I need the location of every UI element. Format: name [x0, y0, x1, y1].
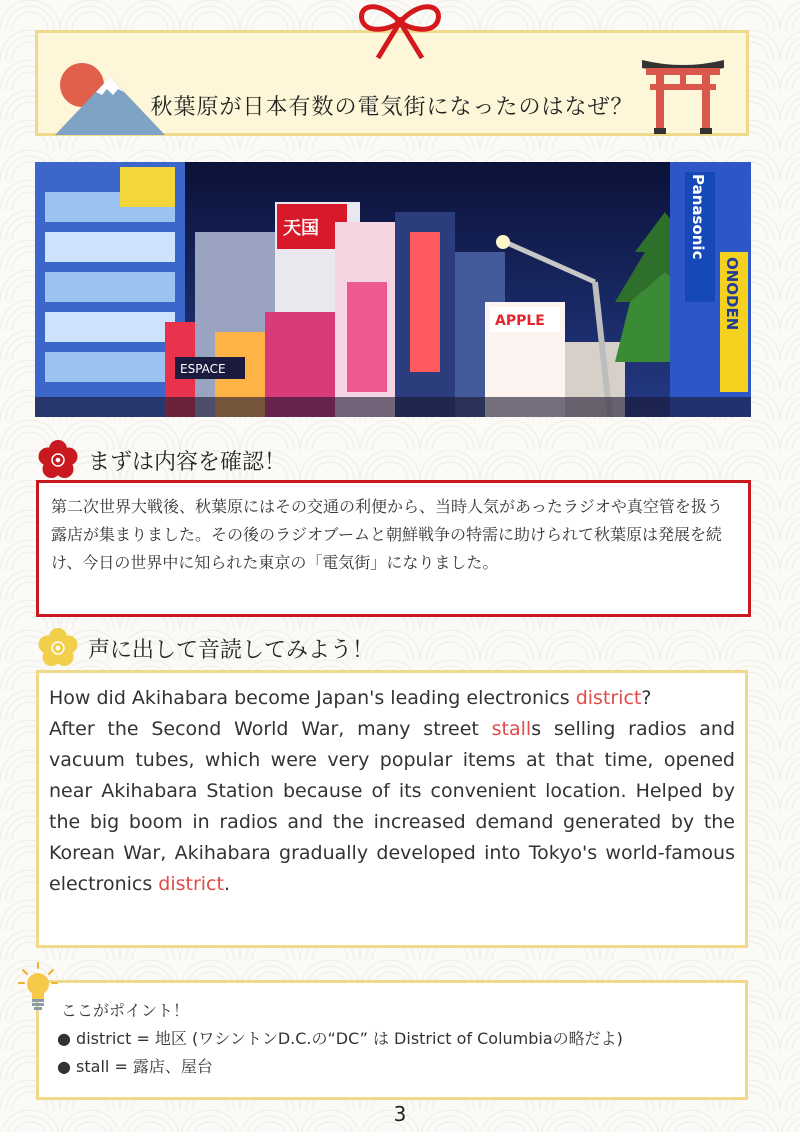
- japanese-summary-text: 第二次世界大戦後、秋葉原にはその交通の利便から、当時人気があったラジオや真空管を扱う露店が集まりました。その後のラジオブームと朝鮮戦争の特需に助けられて秋葉原は発展を続け、今日の世界中に知られた東京の「電気街」になりました。: [51, 497, 723, 572]
- lightbulb-icon: [18, 962, 58, 1012]
- english-text-box: [36, 670, 748, 948]
- section-heading-check-label: まずは内容を確認！: [88, 449, 287, 475]
- sign-tengoku: 天国: [283, 218, 319, 239]
- key-point-item-district: ● district = 地区 (ワシントンD.C.の“DC” は District of Columbiaの略だよ): [57, 1029, 623, 1048]
- sign-apple: APPLE: [495, 313, 545, 329]
- sign-panasonic: Panasonic: [689, 174, 707, 260]
- section-heading-check: [38, 440, 286, 480]
- english-paragraph: After the Second World War, many street stalls selling radios and vacuum tubes, which were very popular items at that time, opened near Akihabara Station because of its convenient location. Helped by the big boom in radios and the increased demand generated by the Korean War, Akihabara gradually developed into Tokyo's world-famous electronics district.: [49, 718, 736, 895]
- sign-onoden: ONODEN: [723, 257, 741, 331]
- section-heading-read-aloud-label: 声に出して音読してみよう！: [88, 637, 375, 663]
- vocab-highlight-stall: stall: [491, 718, 532, 740]
- key-point-box: [36, 980, 748, 1100]
- key-point-item-stall: ● stall = 露店、屋台: [57, 1057, 213, 1076]
- vocab-highlight-district-2: district: [158, 873, 224, 895]
- sign-espace: ESPACE: [180, 362, 226, 376]
- torii-icon: [640, 52, 726, 136]
- japanese-summary-box: [36, 480, 751, 617]
- ribbon-icon: [350, 0, 450, 62]
- english-question: How did Akihabara become Japan's leading electronics district?: [49, 687, 652, 709]
- mount-fuji-icon: [50, 55, 170, 140]
- vocab-highlight-district: district: [575, 687, 642, 709]
- page-title: 秋葉原が日本有数の電気街になったのはなぜ？: [150, 95, 634, 120]
- section-heading-read-aloud: [38, 628, 374, 668]
- akihabara-photo: [35, 162, 751, 417]
- plum-blossom-red-icon: [38, 440, 78, 480]
- page-number: 3: [393, 1102, 407, 1126]
- plum-blossom-yellow-icon: [38, 628, 78, 668]
- key-point-title: ここがポイント！: [61, 1001, 190, 1020]
